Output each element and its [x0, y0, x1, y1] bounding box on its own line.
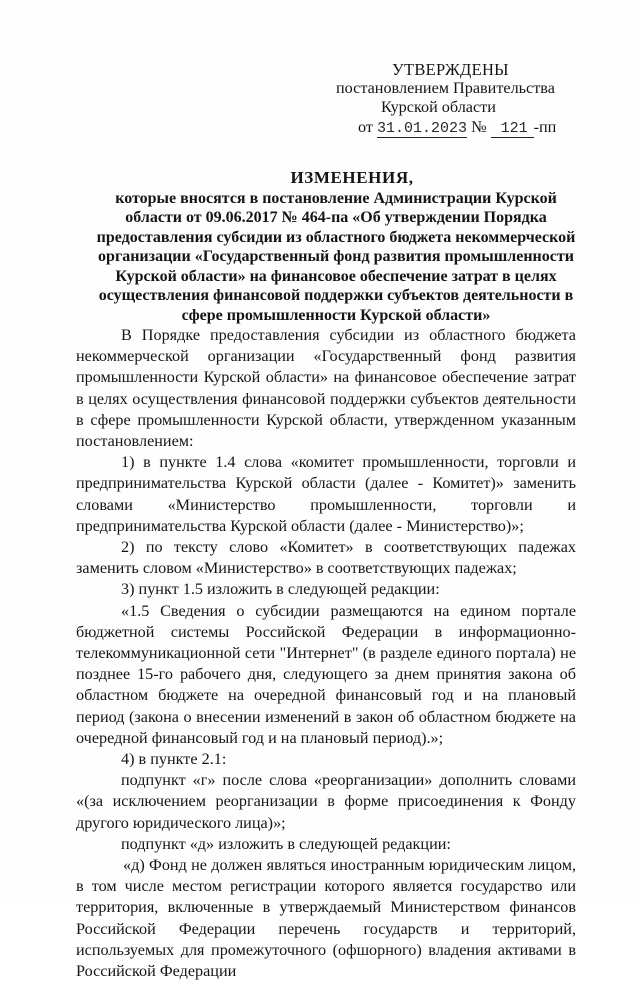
heading-title: ИЗМЕНЕНИЯ,	[290, 168, 414, 187]
date-prefix: от	[358, 118, 373, 136]
approval-date: 31.01.2023	[377, 120, 468, 137]
document-body	[76, 325, 576, 982]
paragraph-item-3-text: «1.5 Сведения о субсидии размещаются на едином портале бюджетной системы Российской Федерации в информационно-телекоммуникационной сети "Интернет" (в разделе единого портала) не позднее 15-го рабочего дня, следующего за днем принятия закона об областном бюджете на очередной финансовый год и на плановый период (закона о внесении изменений в закон об областном бюджете на очередной финансовый год и на плановый период).»;	[76, 601, 576, 747]
approval-number: 121	[491, 121, 534, 138]
paragraph-intro: В Порядке предоставления субсидии из областного бюджета некоммерческой организации «Государственный фонд развития промышленности Курской области» на финансовое обеспечение затрат в целях осуществления финансовой поддержки субъектов деятельности в сфере промышленности Курской области, утвержденном указанным постановлением:	[76, 326, 576, 451]
number-suffix: -пп	[533, 118, 557, 136]
paragraph-item-4-d: подпункт «д» изложить в следующей редакции:	[121, 834, 451, 853]
approval-date-row	[336, 118, 576, 138]
paragraph-item-1: 1) в пункте 1.4 слова «комитет промышленности, торговли и предпринимательства Курской области (далее - Комитет)» заменить словами «Министерство промышленности, торговли и предпринимательства Курской области (далее - Министерство)»;	[76, 453, 576, 535]
approval-stamp	[336, 60, 576, 138]
paragraph-item-3: 3) пункт 1.5 изложить в следующей редакции:	[121, 580, 440, 599]
paragraph-item-2: 2) по тексту слово «Комитет» в соответствующих падежах заменить словом «Министерство» в соответствующих падежах;	[76, 538, 576, 578]
number-sign: №	[471, 118, 487, 136]
paragraph-item-4-d-text: «д) Фонд не должен являться иностранным юридическим лицом, в том числе местом регистрации которого является государство или территория, включенные в утверждаемый Министерством финансов Российской Федерации перечень государств и территорий, используемых для промежуточного (офшорного) владения активами в Российской Федерации	[76, 856, 576, 981]
approval-line-2: Курской области	[381, 98, 496, 116]
document-heading	[86, 168, 586, 325]
paragraph-item-4: 4) в пункте 2.1:	[121, 750, 227, 769]
paragraph-item-4-g: подпункт «г» после слова «реорганизации» дополнить словами «(за исключением реорганизации в форме присоединения к Фонду другого юридического лица)»;	[76, 771, 576, 832]
heading-text: которые вносятся в постановление Администрации Курской области от 09.06.2017 № 464-па «Об утверждении Порядка предоставления субсидии из областного бюджета некоммерческой организации «Государственный фонд развития промышленности Курской области» на финансовое обеспечение затрат в целях осуществления финансовой поддержки субъектов деятельности в сфере промышленности Курской области»	[96, 189, 576, 324]
approval-line-1: постановлением Правительства	[336, 79, 555, 97]
approval-title: УТВЕРЖДЕНЫ	[392, 60, 509, 79]
